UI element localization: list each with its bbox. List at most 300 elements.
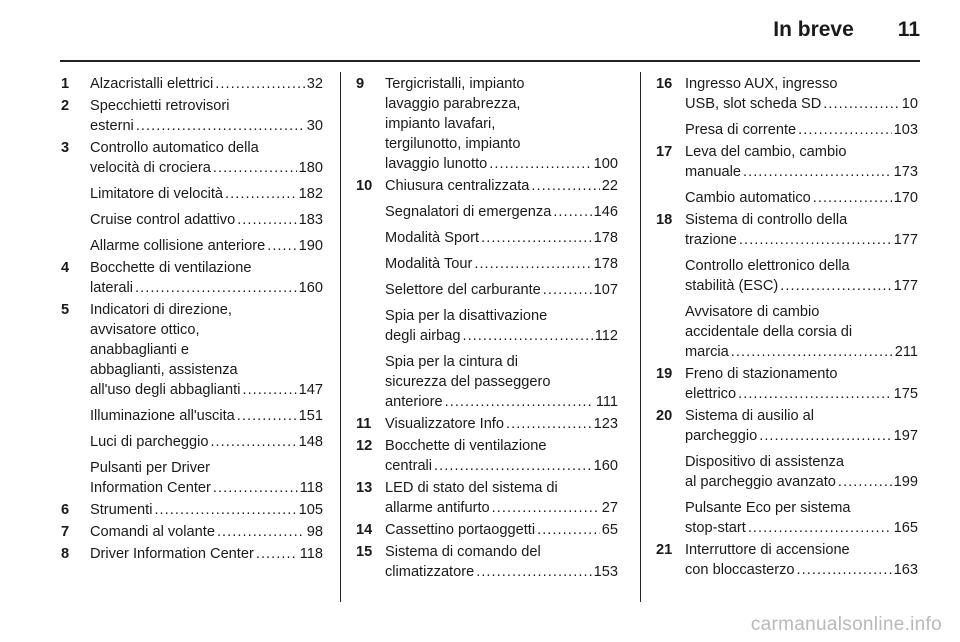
entry-text-line: Avvisatore di cambio xyxy=(685,304,820,320)
entry-leader-line xyxy=(385,154,618,174)
index-entry xyxy=(61,184,323,204)
dot-leader xyxy=(531,176,599,196)
dot-leader xyxy=(476,562,591,582)
page-reference: 148 xyxy=(298,434,323,450)
dot-leader xyxy=(213,478,298,498)
entry-number xyxy=(656,188,685,208)
entry-body xyxy=(385,176,618,196)
page-reference: 178 xyxy=(593,230,618,246)
dot-leader xyxy=(738,384,892,404)
page-reference: 103 xyxy=(893,122,918,138)
page-reference: 65 xyxy=(601,522,618,538)
index-entry xyxy=(356,436,618,476)
entry-body xyxy=(90,406,323,426)
entry-text-line: Modalità Sport xyxy=(385,230,480,246)
entry-text-line: Dispositivo di assistenza xyxy=(685,454,844,470)
entry-number xyxy=(356,254,385,274)
entry-number: 20 xyxy=(656,408,673,424)
entry-text-line: lavaggio lunotto xyxy=(385,156,488,172)
entry-text-line: laterali xyxy=(90,280,133,296)
index-entry xyxy=(656,406,918,446)
entry-leader-line xyxy=(685,426,918,446)
index-entry xyxy=(356,254,618,274)
page-reference: 153 xyxy=(593,564,618,580)
entry-leader-line xyxy=(385,326,618,346)
entry-text-line: degli airbag xyxy=(385,328,461,344)
entry-text-line: Information Center xyxy=(90,480,211,496)
entry-text-line: Selettore del carburante xyxy=(385,282,541,298)
index-entry xyxy=(61,138,323,178)
page-reference: 27 xyxy=(601,500,618,516)
index-entry xyxy=(356,352,618,412)
entry-text-line: all'uso degli abbaglianti xyxy=(90,382,241,398)
index-entry xyxy=(356,176,618,196)
page-reference: 146 xyxy=(593,204,618,220)
index-entry xyxy=(656,452,918,492)
entry-leader-line xyxy=(90,278,323,298)
entry-leader-line xyxy=(385,202,618,222)
page-reference: 160 xyxy=(298,280,323,296)
index-column-1 xyxy=(61,74,323,564)
entry-number: 4 xyxy=(61,260,70,276)
entry-text-line: Sistema di ausilio al xyxy=(685,408,814,424)
entry-body xyxy=(90,544,323,564)
entry-body xyxy=(685,302,918,362)
entry-body xyxy=(685,498,918,538)
entry-text-line: Driver Information Center xyxy=(90,546,254,562)
index-entry xyxy=(656,188,918,208)
entry-text-line: marcia xyxy=(685,344,729,360)
entry-leader-line xyxy=(90,210,323,230)
dot-leader xyxy=(136,116,305,136)
entry-number xyxy=(61,406,90,426)
entry-text-line: avvisatore ottico, xyxy=(90,322,200,338)
entry-body xyxy=(385,202,618,222)
dot-leader xyxy=(731,342,893,362)
entry-number xyxy=(356,202,385,222)
entry-text-line: climatizzatore xyxy=(385,564,475,580)
dot-leader xyxy=(213,158,297,178)
entry-number: 21 xyxy=(656,542,673,558)
entry-text-line: centrali xyxy=(385,458,433,474)
entry-number xyxy=(656,120,685,140)
entry-number: 12 xyxy=(356,438,373,454)
entry-text-line: Visualizzatore Info xyxy=(385,416,504,432)
page-reference: 173 xyxy=(893,164,918,180)
entry-leader-line xyxy=(90,406,323,426)
entry-body xyxy=(90,96,323,136)
entry-text-line: lavaggio parabrezza, xyxy=(385,96,521,112)
index-entry xyxy=(656,302,918,362)
entry-leader-line xyxy=(90,478,323,498)
page-reference: 160 xyxy=(593,458,618,474)
entry-text-line: con bloccasterzo xyxy=(685,562,795,578)
entry-text-line: Leva del cambio, cambio xyxy=(685,144,847,160)
entry-number xyxy=(656,498,685,538)
index-entry xyxy=(356,228,618,248)
entry-text-line: Interruttore di accensione xyxy=(685,542,850,558)
entry-body xyxy=(385,228,618,248)
dot-leader xyxy=(838,472,892,492)
entry-body xyxy=(385,74,618,174)
dot-leader xyxy=(823,94,899,114)
dot-leader xyxy=(798,120,892,140)
page-reference: 107 xyxy=(593,282,618,298)
page-reference: 32 xyxy=(306,76,323,92)
entry-text-line: Sistema di controllo della xyxy=(685,212,848,228)
entry-number: 7 xyxy=(61,524,70,540)
index-entry xyxy=(356,414,618,434)
dot-leader xyxy=(759,426,891,446)
dot-leader xyxy=(743,162,892,182)
entry-text-line: Cassettino portaoggetti xyxy=(385,522,536,538)
entry-text-line: Cruise control adattivo xyxy=(90,212,236,228)
page-reference: 177 xyxy=(893,232,918,248)
entry-body xyxy=(90,210,323,230)
entry-leader-line xyxy=(685,188,918,208)
page-reference: 180 xyxy=(298,160,323,176)
dot-leader xyxy=(481,228,592,248)
entry-text-line: Chiusura centralizzata xyxy=(385,178,530,194)
page-reference: 22 xyxy=(601,178,618,194)
entry-body xyxy=(685,120,918,140)
dot-leader xyxy=(797,560,892,580)
page-reference: 100 xyxy=(593,156,618,172)
entry-body xyxy=(90,458,323,498)
entry-body xyxy=(685,406,918,446)
page-reference: 30 xyxy=(306,118,323,134)
entry-leader-line xyxy=(90,544,323,564)
entry-body xyxy=(90,236,323,256)
entry-text-line: parcheggio xyxy=(685,428,758,444)
entry-leader-line xyxy=(90,116,323,136)
entry-text-line: abbaglianti, assistenza xyxy=(90,362,238,378)
entry-number xyxy=(356,280,385,300)
dot-leader xyxy=(474,254,591,274)
index-entry xyxy=(61,406,323,426)
entry-body xyxy=(385,306,618,346)
index-entry xyxy=(656,120,918,140)
index-entry xyxy=(356,280,618,300)
entry-number: 14 xyxy=(356,522,373,538)
page-reference: 177 xyxy=(893,278,918,294)
entry-number: 16 xyxy=(656,76,673,92)
index-entry xyxy=(356,478,618,518)
entry-body xyxy=(90,184,323,204)
entry-text-line: Spia per la disattivazione xyxy=(385,308,548,324)
dot-leader xyxy=(237,210,296,230)
index-entry xyxy=(61,74,323,94)
dot-leader xyxy=(543,280,592,300)
entry-body xyxy=(90,432,323,452)
entry-body xyxy=(385,478,618,518)
page-reference: 98 xyxy=(306,524,323,540)
entry-number: 2 xyxy=(61,98,70,114)
index-entry xyxy=(61,96,323,136)
entry-body xyxy=(385,254,618,274)
index-entry xyxy=(356,202,618,222)
entry-number xyxy=(61,236,90,256)
page-reference: 182 xyxy=(298,186,323,202)
entry-leader-line xyxy=(90,184,323,204)
entry-number xyxy=(61,458,90,498)
column-divider xyxy=(640,72,641,602)
entry-number xyxy=(61,210,90,230)
entry-number: 18 xyxy=(656,212,673,228)
index-entry xyxy=(356,520,618,540)
entry-text-line: velocità di crociera xyxy=(90,160,211,176)
entry-text-line: Specchietti retrovisori xyxy=(90,98,230,114)
index-entry xyxy=(656,498,918,538)
entry-text-line: Spia per la cintura di xyxy=(385,354,519,370)
dot-leader xyxy=(267,236,296,256)
entry-text-line: Comandi al volante xyxy=(90,524,215,540)
page-reference: 111 xyxy=(595,394,618,410)
entry-leader-line xyxy=(685,518,918,538)
entry-body xyxy=(385,520,618,540)
page-reference: 183 xyxy=(298,212,323,228)
entry-leader-line xyxy=(385,254,618,274)
page-reference: 10 xyxy=(901,96,918,112)
index-entry xyxy=(61,300,323,400)
entry-leader-line xyxy=(685,276,918,296)
dot-leader xyxy=(748,518,892,538)
entry-text-line: Controllo elettronico della xyxy=(685,258,850,274)
entry-body xyxy=(385,542,618,582)
page-reference: 105 xyxy=(298,502,323,518)
index-entry xyxy=(356,74,618,174)
page-reference: 163 xyxy=(893,562,918,578)
index-entry xyxy=(61,236,323,256)
entry-number xyxy=(356,228,385,248)
entry-leader-line xyxy=(90,522,323,542)
entry-text-line: Bocchette di ventilazione xyxy=(385,438,547,454)
entry-leader-line xyxy=(90,432,323,452)
page-reference: 190 xyxy=(298,238,323,254)
entry-number: 19 xyxy=(656,366,673,382)
entry-leader-line xyxy=(685,230,918,250)
entry-text-line: Indicatori di direzione, xyxy=(90,302,232,318)
dot-leader xyxy=(506,414,592,434)
entry-number: 11 xyxy=(356,416,372,432)
entry-text-line: anabbaglianti e xyxy=(90,342,189,358)
entry-text-line: stabilità (ESC) xyxy=(685,278,779,294)
index-entry xyxy=(656,364,918,404)
entry-leader-line xyxy=(685,94,918,114)
page-reference: 165 xyxy=(893,520,918,536)
entry-number xyxy=(656,256,685,296)
dot-leader xyxy=(242,380,296,400)
dot-leader xyxy=(210,432,296,452)
index-entry xyxy=(656,256,918,296)
entry-text-line: manuale xyxy=(685,164,741,180)
entry-number xyxy=(61,432,90,452)
index-entry xyxy=(61,432,323,452)
entry-leader-line xyxy=(385,414,618,434)
dot-leader xyxy=(489,154,591,174)
index-entry xyxy=(656,142,918,182)
entry-text-line: sicurezza del passeggero xyxy=(385,374,551,390)
entry-body xyxy=(685,452,918,492)
entry-text-line: anteriore xyxy=(385,394,443,410)
entry-text-line: Modalità Tour xyxy=(385,256,473,272)
entry-number xyxy=(61,184,90,204)
index-entry xyxy=(61,458,323,498)
entry-number: 3 xyxy=(61,140,70,156)
entry-leader-line xyxy=(385,498,618,518)
entry-text-line: trazione xyxy=(685,232,737,248)
index-column-2 xyxy=(356,74,618,582)
entry-number xyxy=(356,306,385,346)
entry-text-line: USB, slot scheda SD xyxy=(685,96,822,112)
dot-leader xyxy=(256,544,298,564)
entry-body xyxy=(90,500,323,520)
index-column-3 xyxy=(656,74,918,580)
dot-leader xyxy=(739,230,892,250)
index-entry xyxy=(656,74,918,114)
entry-leader-line xyxy=(90,158,323,178)
entry-text-line: Tergicristalli, impianto xyxy=(385,76,525,92)
entry-number: 5 xyxy=(61,302,70,318)
entry-leader-line xyxy=(685,384,918,404)
dot-leader xyxy=(154,500,296,520)
entry-body xyxy=(685,210,918,250)
entry-text-line: Alzacristalli elettrici xyxy=(90,76,214,92)
entry-number: 15 xyxy=(356,544,373,560)
page-reference: 147 xyxy=(298,382,323,398)
dot-leader xyxy=(537,520,600,540)
dot-leader xyxy=(217,522,305,542)
entry-leader-line xyxy=(90,500,323,520)
entry-leader-line xyxy=(685,120,918,140)
index-entry xyxy=(656,540,918,580)
dot-leader xyxy=(492,498,600,518)
entry-number: 17 xyxy=(656,144,673,160)
entry-leader-line xyxy=(385,280,618,300)
entry-leader-line xyxy=(385,176,618,196)
entry-text-line: Pulsanti per Driver xyxy=(90,460,211,476)
entry-text-line: tergilunotto, impianto xyxy=(385,136,521,152)
entry-leader-line xyxy=(385,392,618,412)
entry-body xyxy=(90,258,323,298)
page-reference: 123 xyxy=(593,416,618,432)
entry-leader-line xyxy=(685,560,918,580)
entry-body xyxy=(685,540,918,580)
dot-leader xyxy=(135,278,297,298)
index-entry xyxy=(61,522,323,542)
entry-body xyxy=(685,188,918,208)
entry-text-line: allarme antifurto xyxy=(385,500,490,516)
entry-body xyxy=(385,352,618,412)
dot-leader xyxy=(462,326,592,346)
entry-body xyxy=(90,300,323,400)
entry-text-line: Cambio automatico xyxy=(685,190,811,206)
header-rule xyxy=(60,60,920,62)
entry-text-line: Ingresso AUX, ingresso xyxy=(685,76,838,92)
entry-text-line: Allarme collisione anteriore xyxy=(90,238,266,254)
entry-text-line: Freno di stazionamento xyxy=(685,366,838,382)
entry-text-line: Segnalatori di emergenza xyxy=(385,204,552,220)
dot-leader xyxy=(215,74,305,94)
page-reference: 118 xyxy=(299,480,323,496)
entry-number: 10 xyxy=(356,178,373,194)
page-reference: 151 xyxy=(298,408,323,424)
page-reference: 175 xyxy=(893,386,918,402)
entry-text-line: stop-start xyxy=(685,520,746,536)
entry-text-line: elettrico xyxy=(685,386,737,402)
entry-body xyxy=(90,74,323,94)
index-entry xyxy=(61,544,323,564)
entry-text-line: Pulsante Eco per sistema xyxy=(685,500,851,516)
entry-leader-line xyxy=(385,456,618,476)
page-reference: 170 xyxy=(893,190,918,206)
entry-leader-line xyxy=(685,162,918,182)
dot-leader xyxy=(225,184,297,204)
index-entry xyxy=(61,500,323,520)
entry-body xyxy=(385,414,618,434)
entry-body xyxy=(685,142,918,182)
watermark: carmanualsonline.info xyxy=(750,614,942,635)
index-entry xyxy=(61,210,323,230)
page-reference: 112 xyxy=(594,328,618,344)
dot-leader xyxy=(553,202,591,222)
page-reference: 197 xyxy=(893,428,918,444)
entry-text-line: Strumenti xyxy=(90,502,153,518)
entry-text-line: esterni xyxy=(90,118,134,134)
entry-body xyxy=(90,522,323,542)
section-title: In breve xyxy=(773,18,854,41)
entry-text-line: Illuminazione all'uscita xyxy=(90,408,235,424)
entry-body xyxy=(685,364,918,404)
entry-leader-line xyxy=(385,520,618,540)
entry-number xyxy=(656,452,685,492)
dot-leader xyxy=(445,392,594,412)
entry-body xyxy=(385,280,618,300)
dot-leader xyxy=(780,276,891,296)
entry-number: 9 xyxy=(356,76,365,92)
index-entry xyxy=(356,306,618,346)
entry-body xyxy=(90,138,323,178)
page-reference: 178 xyxy=(593,256,618,272)
entry-text-line: Luci di parcheggio xyxy=(90,434,209,450)
entry-number xyxy=(356,352,385,412)
page-reference: 211 xyxy=(894,344,918,360)
entry-leader-line xyxy=(90,236,323,256)
entry-number: 1 xyxy=(61,76,70,92)
entry-body xyxy=(685,256,918,296)
entry-text-line: Sistema di comando del xyxy=(385,544,541,560)
page-reference: 199 xyxy=(893,474,918,490)
entry-text-line: LED di stato del sistema di xyxy=(385,480,558,496)
dot-leader xyxy=(434,456,592,476)
dot-leader xyxy=(237,406,297,426)
entry-text-line: Presa di corrente xyxy=(685,122,797,138)
entry-text-line: accidentale della corsia di xyxy=(685,324,853,340)
entry-leader-line xyxy=(685,342,918,362)
entry-number: 13 xyxy=(356,480,373,496)
entry-text-line: Controllo automatico della xyxy=(90,140,259,156)
entry-text-line: Bocchette di ventilazione xyxy=(90,260,252,276)
entry-leader-line xyxy=(385,562,618,582)
entry-number: 8 xyxy=(61,546,70,562)
page-reference: 118 xyxy=(299,546,323,562)
entry-leader-line xyxy=(90,74,323,94)
index-entry xyxy=(356,542,618,582)
entry-leader-line xyxy=(685,472,918,492)
dot-leader xyxy=(813,188,892,208)
entry-text-line: al parcheggio avanzato xyxy=(685,474,836,490)
entry-text-line: Limitatore di velocità xyxy=(90,186,224,202)
